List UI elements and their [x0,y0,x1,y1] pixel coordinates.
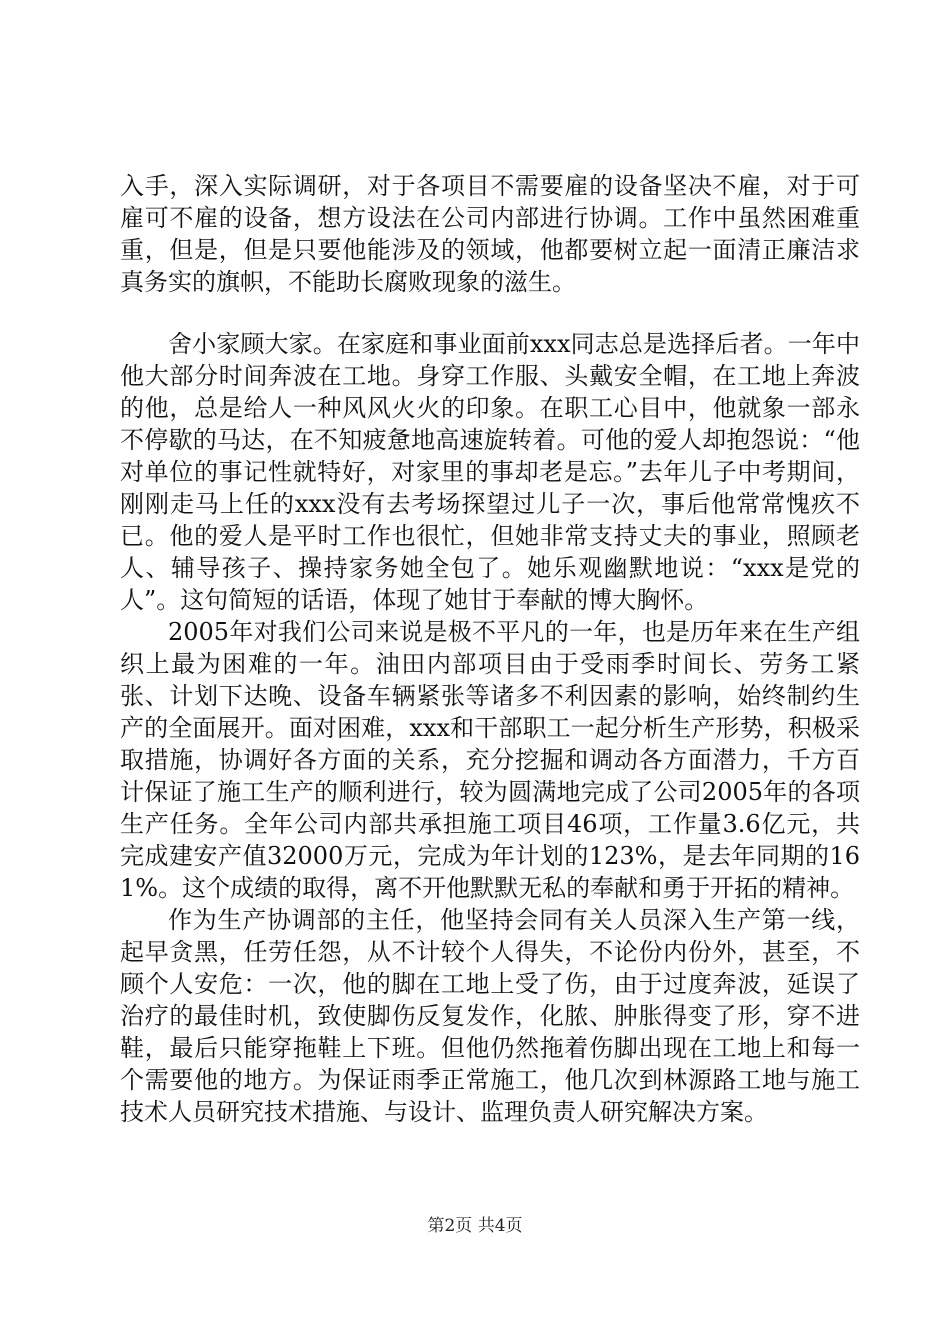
paragraph-4: 作为生产协调部的主任，他坚持会同有关人员深入生产第一线，起早贪黑，任劳任怨，从不计较个人得失，不论份内份外，甚至，不顾个人安危：一次，他的脚在工地上受了伤，由于过度奔波，延误了治疗的最佳时机，致使脚伤反复发作，化脓、肿胀得变了形，穿不进鞋，最后只能穿拖鞋上下班。但他仍然拖着伤脚出现在工地上和每一个需要他的地方。为保证雨季正常施工，他几次到林源路工地与施工技术人员研究技术措施、与设计、监理负责人研究解决方案。 [120,906,860,1126]
page-number-footer: 第2页 共4页 [427,1216,523,1236]
paragraph-3: 2005年对我们公司来说是极不平凡的一年，也是历年来在生产组织上最为困难的一年。油田内部项目由于受雨季时间长、劳务工紧张、计划下达晚、设备车辆紧张等诸多不利因素的影响，始终制约生产的全面展开。面对困难，xxx和干部职工一起分析生产形势，积极采取措施，协调好各方面的关系，充分挖掘和调动各方面潜力，千方百计保证了施工生产的顺利进行，较为圆满地完成了公司2005年的各项生产任务。全年公司内部共承担施工项目46项，工作量3.6亿元，共完成建安产值32000万元，完成为年计划的123%，是去年同期的161%。这个成绩的取得，离不开他默默无私的奉献和勇于开拓的精神。 [120,618,860,902]
paragraph-1: 入手，深入实际调研，对于各项目不需要雇的设备坚决不雇，对于可雇可不雇的设备，想方设法在公司内部进行协调。工作中虽然困难重重，但是，但是只要他能涉及的领域，他都要树立起一面清正廉洁求真务实的旗帜，不能助长腐败现象的滋生。 [120,172,860,296]
paragraph-2: 舍小家顾大家。在家庭和事业面前xxx同志总是选择后者。一年中他大部分时间奔波在工地。身穿工作服、头戴安全帽，在工地上奔波的他，总是给人一种风风火火的印象。在职工心目中，他就象一部永不停歇的马达，在不知疲惫地高速旋转着。可他的爱人却抱怨说：“他对单位的事记性就特好，对家里的事却老是忘。”去年儿子中考期间，刚刚走马上任的xxx没有去考场探望过儿子一次，事后他常常愧疚不已。他的爱人是平时工作也很忙，但她非常支持丈夫的事业，照顾老人、辅导孩子、操持家务她全包了。她乐观幽默地说：“xxx是党的人”。这句简短的话语，体现了她甘于奉献的博大胸怀。 [120,330,860,614]
document-body [120,170,860,1128]
